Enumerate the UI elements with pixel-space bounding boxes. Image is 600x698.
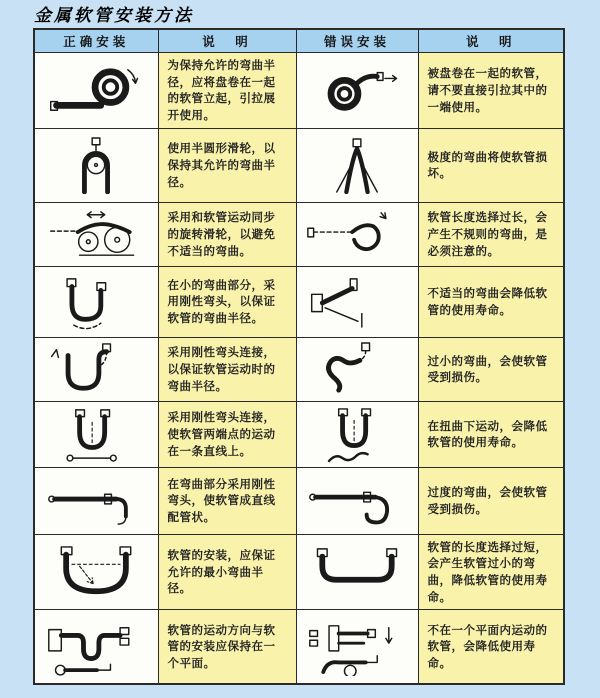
correct-install-figure: [34, 401, 158, 467]
too-short-hose-icon: [304, 543, 410, 601]
table-row: [34, 202, 564, 266]
page-title: 金属软管安装方法: [34, 6, 194, 26]
wrong-install-figure: [296, 266, 418, 337]
wrong-install-figure: [296, 202, 418, 266]
table-row: [34, 534, 564, 610]
wrong-install-figure: [296, 337, 418, 401]
table-row: [34, 401, 564, 467]
single-plane-motion-icon: [43, 618, 149, 676]
wrong-install-figure: [296, 610, 418, 684]
coiled-hose-standing-icon: [43, 61, 149, 119]
wrong-install-figure: [296, 401, 418, 467]
wrong-install-description: 软管的长度选择过短，会产生软管过小的弯曲，降低软管的使用寿命。: [418, 534, 564, 610]
correct-install-figure: [34, 128, 158, 202]
correct-install-figure: [34, 202, 158, 266]
wrong-install-description: 不在一个平面内运动的软管，会降低使用寿命。: [418, 610, 564, 684]
u-endpoints-in-line-icon: [43, 405, 149, 463]
header-wrong-install: 错误安装: [296, 29, 418, 53]
correct-install-figure: [34, 266, 158, 337]
correct-install-description: 采用刚性弯头连接，使软管两端点的运动在一条直线上。: [158, 401, 296, 467]
rigid-elbow-connection-icon: [43, 340, 149, 398]
table-row: [34, 610, 564, 684]
improper-bend-icon: [304, 273, 410, 331]
correct-install-description: 采用和软管运动同步的旋转滑轮，以避免不适当的弯曲。: [158, 202, 296, 266]
overlong-hose-loop-icon: [304, 205, 410, 263]
twisted-motion-icon: [304, 405, 410, 463]
correct-install-figure: [34, 467, 158, 534]
table-row: [34, 128, 564, 202]
table-row: [34, 53, 564, 129]
semicircular-pulley-icon: [43, 136, 149, 194]
installation-table: [33, 28, 565, 685]
too-small-bend-icon: [304, 340, 410, 398]
correct-install-description: 使用半圆形滑轮，以保持其允许的弯曲半径。: [158, 128, 296, 202]
wrong-install-description: 在扭曲下运动，会降低软管的使用寿命。: [418, 401, 564, 467]
wrong-install-description: 软管长度选择过长，会产生不规则的弯曲，是必须注意的。: [418, 202, 564, 266]
rigid-elbow-small-bend-icon: [43, 273, 149, 331]
correct-install-figure: [34, 610, 158, 684]
correct-install-figure: [34, 534, 158, 610]
header-row: [34, 29, 564, 53]
table-body: [34, 53, 564, 684]
table-row: [34, 266, 564, 337]
correct-install-description: 采用刚性弯头连接，以保证软管运动时的弯曲半径。: [158, 337, 296, 401]
minimum-bend-radius-u-icon: [43, 543, 149, 601]
header-description-2: 说 明: [418, 29, 564, 53]
table-row: [34, 337, 564, 401]
wrong-install-figure: [296, 534, 418, 610]
correct-install-description: 为保持允许的弯曲半径，应将盘卷在一起的软管立起，引拉展开使用。: [158, 53, 296, 129]
wrong-install-figure: [296, 128, 418, 202]
synchronized-pulleys-icon: [43, 205, 149, 263]
table-row: [34, 467, 564, 534]
wrong-install-description: 过度的弯曲，会使软管受到损伤。: [418, 467, 564, 534]
correct-install-description: 在弯曲部分采用刚性弯头，使软管成直线配管状。: [158, 467, 296, 534]
correct-install-description: 在小的弯曲部分，采用刚性弯头，以保证软管的弯曲半径。: [158, 266, 296, 337]
overbent-end-icon: [304, 472, 410, 530]
out-of-plane-motion-icon: [304, 618, 410, 676]
correct-install-figure: [34, 337, 158, 401]
extreme-bend-icon: [304, 136, 410, 194]
wrong-install-figure: [296, 467, 418, 534]
coiled-hose-pulled-icon: [304, 61, 410, 119]
wrong-install-description: 极度的弯曲将使软管损坏。: [418, 128, 564, 202]
wrong-install-description: 过小的弯曲，会使软管受到损伤。: [418, 337, 564, 401]
straight-with-elbow-icon: [43, 472, 149, 530]
correct-install-description: 软管的运动方向与软管的安装应保持在一个平面。: [158, 610, 296, 684]
wrong-install-description: 被盘卷在一起的软管，请不要直接引拉其中的一端使用。: [418, 53, 564, 129]
correct-install-figure: [34, 53, 158, 129]
correct-install-description: 软管的安装，应保证允许的最小弯曲半径。: [158, 534, 296, 610]
header-description-1: 说 明: [158, 29, 296, 53]
wrong-install-description: 不适当的弯曲会降低软管的使用寿命。: [418, 266, 564, 337]
header-correct-install: 正确安装: [34, 29, 158, 53]
wrong-install-figure: [296, 53, 418, 129]
